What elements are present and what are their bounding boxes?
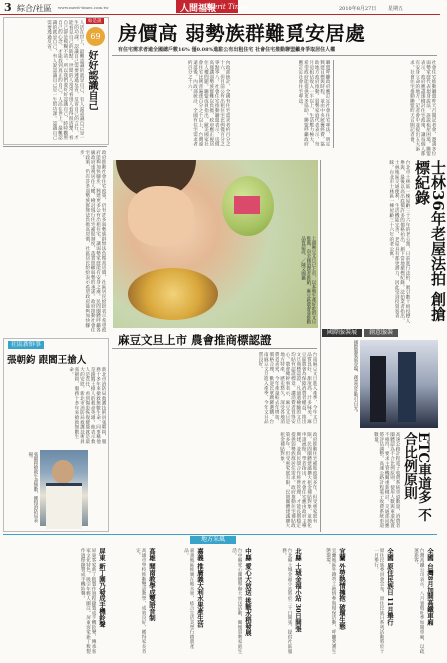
lead-body-2: 聯盟呼籲政府應訂定社會住宅專法，明定興建目標與時程，並由中央統籌經費，協助地方政府推動。弱勢家庭代表表示，每月房租佔收入一半以上，生活壓力極大，希望政府能提供更多協助。聯盟呼籲政府應訂定社會住宅專法。 <box>297 60 330 147</box>
community-headline: 張朝鈞 跟閻王搶人 <box>7 355 87 366</box>
masthead-en: Merit Times <box>206 3 250 11</box>
etc-headline: ETC車道多 不合比例原則 <box>401 432 431 522</box>
issue-weekday: 星期五 <box>388 6 404 12</box>
column-label: 如是說 <box>88 19 102 24</box>
section-name: 綜合/社區 <box>17 4 52 13</box>
pomelo-photo-child-face <box>128 186 194 246</box>
pomelo-label <box>234 196 260 214</box>
fashion-dress-2 <box>398 352 416 422</box>
lead-under-rule <box>112 55 437 56</box>
community-label: 社區新鮮事 <box>8 341 44 349</box>
lead-col-rule <box>333 60 334 148</box>
shilin-headline: 士林36年老屋法拍 創搶標紀錄 <box>413 160 447 322</box>
fashion-dress-1 <box>370 356 386 422</box>
bottom-body-4: 台北縣土城金福小站將於三十日開張，提供社區服務。 <box>281 548 292 654</box>
bottom-story-6: 嘉義 推廣義大利水果產生活 <box>196 548 204 628</box>
column-body: 人活在世上，最難認識的就是自己，有人說認識自己是一生的功課。認識自己需要透過反省，反省自己的言行，才能看見自己的缺點。世間的人常常看別人看得很清楚，看自己卻是模糊不清。所以我們要好好認識自己，時時觀照自己的心念，才能找到真正的自己。人活在世上，最難認識的就是自己，有人說認識自己是一生的功課。認識自己需要透過反省。 <box>46 20 84 140</box>
fashion-caption: 國際服裝展登場，創意設計吸引目光。 <box>353 340 358 415</box>
bottom-body-2: 原住民族委員會宣布，原住民族日系列活動將於十一月舉行。 <box>373 548 384 654</box>
bottom-rule <box>3 534 437 535</box>
bottom-body-1: 台灣高鐵公司表示，八月暑假旺季加開車廂，以疏運旅客。 <box>413 548 424 654</box>
column-number: 69 <box>86 27 105 46</box>
bottom-story-4: 北縣 土城金福小站 30日開張 <box>294 548 302 632</box>
fashion-label: 國際服裝展 <box>322 329 362 337</box>
left-body-1: 政府推動社會住宅政策，仍有許多弱勢族群無法負擔高房價，社區居民紛紛表示希望政府能夠加快腳步，興建更多公有出租住宅，讓弱勢家庭能有安身之處。民間團體呼籲各級政府重視居住人權，檢討現行住宅補貼制度，落實照顧弱勢的承諾。政府推動社會住宅政策，仍有許多弱勢族群無法負擔高房價，社區居民紛紛表示希望政府能夠加快腳步。 <box>79 150 106 333</box>
lead-body-3: 社會住宅推動聯盟昨天召開記者會，邀請多位弱勢家庭代表現身說法，訴說租屋困境。聯盟表示，政府應盡速檢討住宅政策，讓每個人都有安身立命的地方。記者會中並提出五大訴求。社會住宅推動聯盟昨天召開記者會。 <box>409 60 436 156</box>
pomelo-caption: 上週麻豆文旦已上市，以本地生產好吃的文旦推薦，向全國消費者推銷，麻豆區農會並推動品質認證。／陳文國攝 <box>300 236 316 324</box>
community-photo-caption: 張朝鈞搶救生命無數，獲得消防局表揚。 <box>27 452 38 523</box>
bottom-story-8: 屏東 新丁園乃發成手機鈴聲 <box>98 548 106 628</box>
issue-date: 2010年8月27日 <box>339 6 377 12</box>
pomelo-stickers <box>128 268 218 320</box>
center-body-lower: 政府推動住宅補貼政策多年，但受惠家庭有限，民間團體建議擴大租金補貼對象，並簡化申請流程。學者指出，社會住宅應由政府主導興建，並與民間合作經營管理，才能長期穩定提供弱勢族群居住需求。政府推動住宅補貼政策多年，但受惠家庭有限，民間團體建議擴大租金補貼對象。 <box>279 432 317 528</box>
page-number: 3 <box>4 1 12 14</box>
pomelo-headline: 麻豆文旦上市 農會推商標認證 <box>118 333 272 347</box>
center-divider <box>320 160 321 532</box>
website-url: www.merit-times.com.tw <box>58 5 109 10</box>
etc-body: 高速公路計程電子收費系統車道數量，消費者團體認為不合比例原則，使用人數與車道配置不相符，要求主管機關重新檢討。交通部回應將評估調整。高速公路計程電子收費系統車道數量。 <box>373 432 400 528</box>
community-photo-uniform <box>46 483 82 529</box>
bottom-story-2: 全國 原住民族日 11月舉行 <box>386 548 394 626</box>
bottom-body-6: 嘉義地區推廣在地水果，結合生活美學行銷農產品。 <box>183 548 194 649</box>
pomelo-under-rule <box>112 348 317 349</box>
masthead-cn: 人間福報 <box>180 4 217 14</box>
community-body: 新北市消防局救護技術員張朝鈞，服務十多年來搶救無數生命，同事稱他是跟閻王搶人的救命英雄。他表示救人是責任，看到傷患恢復健康就是最大的安慰。新北市消防局救護技術員張朝鈞，服務十多年來搶救無數生命。 <box>68 367 106 444</box>
community-photo-person <box>52 460 74 484</box>
left-divider <box>3 146 107 147</box>
bottom-story-1: 全國 台灣8月加開高鐵車廂 <box>426 548 434 626</box>
shilin-body: 台北市士林區一棟屋齡三十六年的老公寓，日前進行法拍，吸引數十組投標人參與，最後以高出底價許多的價格拍出，創下當地搶標紀錄。法拍業者指出，士林地區交通便利，生活機能完善，老屋具有都更潛力，因此受到投資客青睞。台北市士林區一棟屋齡三十六年的老公寓。 <box>388 160 410 324</box>
bottom-body-8: 屏東客家新丁粄製作過程錄製成手機鈴聲，傳承客家文化特色，吸引年輕人關注。屏東客家新丁粄製作過程錄製成手機鈴聲。 <box>80 548 96 654</box>
bottom-banner-label: 地方采風 <box>190 536 236 544</box>
bottom-story-7: 高雄 聞南教學成雙語音制 <box>148 548 156 621</box>
lead-headline: 房價高 弱勢族群難覓安居處 <box>118 22 366 45</box>
bottom-body-3: 宜蘭地區外籍勞工熱情參與環保活動，呼籲愛護生態環境。 <box>325 548 336 654</box>
bottom-story-5: 中縣 愛心大放送 挑戰水稻發展 <box>244 548 252 636</box>
pomelo-body: 台南麻豆文旦進入產季，今年文旦品質良好，甜度高、汁多味美。麻豆區農會為保障消費者權益，推出文旦商標認證，凡通過檢驗的文旦均貼有認證標章，讓消費者買得安心。農會總幹事表示，麻豆文旦是地方特產，歷史悠久，深受各地消費者喜愛，今年產量較去年增加，價格合理，歡迎民眾踴躍選購。台南麻豆文旦進入產季，今年文旦品質良好。 <box>257 352 317 424</box>
fashion-label-2: 創意服裝 <box>364 329 398 337</box>
bottom-story-3: 宜蘭 外勞熱情擁抱 破壞生態 <box>338 548 346 630</box>
column-title: 好好認識自己 <box>86 50 97 110</box>
bottom-body-5: 台中縣愛心團體舉辦大放送活動，關懷弱勢家庭生活。 <box>231 548 242 654</box>
bottom-body-7: 高雄市學校推動雙語教學，成效良好，獲得家長肯定。 <box>135 548 146 654</box>
lead-subhead: 有住宅需求者逾全國總戶數16% 僅0.08%進駐公有出租住宅 社會住宅推動聯盟籲身爭取居住人權 <box>118 47 336 53</box>
lead-body-1: 內政部統計，全國有住宅需求者約百分之十六，但目前公有出租住宅比例僅百分之零點零八。社會住宅推動聯盟表示，房價高漲讓弱勢族群難以負擔，政府應正視居住人權問題。聯盟成員指出，歐美國家社會住宅比例普遍達百分之十以上，台灣遠遠落後。內政部統計，全國有住宅需求者約百分之十六。 <box>187 60 230 147</box>
